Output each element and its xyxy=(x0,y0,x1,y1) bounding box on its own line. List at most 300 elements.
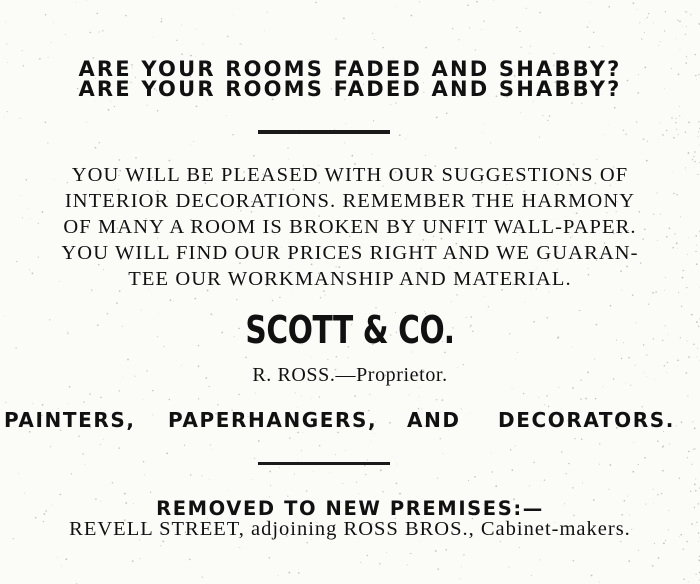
speckle-dot xyxy=(571,102,573,104)
speckle-dot xyxy=(553,53,554,54)
speckle-dot xyxy=(632,294,634,296)
divider-bottom xyxy=(258,462,390,465)
speckle-dot xyxy=(643,344,644,345)
speckle-dot xyxy=(342,483,343,484)
speckle-dot xyxy=(295,392,296,393)
trades-line xyxy=(0,408,700,436)
speckle-dot xyxy=(97,13,99,15)
speckle-dot xyxy=(100,444,101,445)
speckle-dot xyxy=(410,553,411,554)
speckle-dot xyxy=(490,143,491,144)
speckle-dot xyxy=(160,545,161,546)
speckle-dot xyxy=(210,444,211,445)
speckle-dot xyxy=(669,444,670,445)
speckle-dot xyxy=(59,494,61,496)
speckle-dot xyxy=(699,327,700,328)
speckle-dot xyxy=(18,473,19,474)
speckle-dot xyxy=(680,337,681,338)
speckle-dot xyxy=(608,489,609,490)
speckle-dot xyxy=(693,449,694,450)
speckle-dot xyxy=(22,50,23,51)
speckle-dot xyxy=(544,404,545,405)
speckle-dot xyxy=(495,485,497,487)
speckle-dot xyxy=(396,483,398,485)
speckle-dot xyxy=(195,29,196,30)
speckle-dot xyxy=(657,494,658,495)
speckle-dot xyxy=(520,112,521,113)
speckle-dot xyxy=(609,124,610,125)
speckle-dot xyxy=(676,129,677,130)
speckle-dot xyxy=(628,357,630,359)
speckle-dot xyxy=(691,464,692,465)
speckle-dot xyxy=(442,399,444,401)
speckle-dot xyxy=(696,356,697,357)
speckle-dot xyxy=(648,13,649,14)
speckle-dot xyxy=(144,475,145,476)
speckle-dot xyxy=(695,478,696,479)
speckle-dot xyxy=(407,564,408,565)
speckle-dot xyxy=(524,302,525,303)
speckle-dot xyxy=(397,464,398,465)
speckle-dot xyxy=(620,541,621,542)
speckle-dot xyxy=(150,492,151,493)
speckle-dot xyxy=(696,321,698,323)
speckle-dot xyxy=(132,560,134,562)
speckle-dot xyxy=(19,118,20,119)
speckle-dot xyxy=(325,295,326,296)
speckle-dot xyxy=(372,33,373,34)
speckle-dot xyxy=(50,446,51,447)
speckle-dot xyxy=(662,446,664,448)
speckle-dot xyxy=(315,2,317,4)
speckle-dot xyxy=(646,19,647,20)
speckle-dot xyxy=(678,134,679,135)
speckle-dot xyxy=(653,489,654,490)
speckle-dot xyxy=(683,578,685,580)
speckle-dot xyxy=(42,404,44,406)
speckle-dot xyxy=(666,130,667,131)
speckle-dot xyxy=(542,115,543,116)
speckle-dot xyxy=(693,344,695,346)
speckle-dot xyxy=(272,300,273,301)
speckle-dot xyxy=(561,451,562,452)
speckle-dot xyxy=(636,323,637,324)
speckle-dot xyxy=(374,39,375,40)
speckle-dot xyxy=(641,38,642,39)
speckle-dot xyxy=(544,479,545,480)
speckle-dot xyxy=(523,393,525,395)
speckle-dot xyxy=(452,28,453,29)
speckle-dot xyxy=(662,134,664,136)
speckle-dot xyxy=(599,464,600,465)
speckle-dot xyxy=(170,299,172,301)
speckle-dot xyxy=(533,462,534,463)
speckle-dot xyxy=(596,159,597,160)
speckle-dot xyxy=(181,53,183,55)
speckle-dot xyxy=(367,459,368,460)
speckle-dot xyxy=(667,362,668,363)
speckle-dot xyxy=(140,558,141,559)
speckle-dot xyxy=(209,479,210,480)
speckle-dot xyxy=(82,453,84,455)
speckle-dot xyxy=(252,479,253,480)
speckle-dot xyxy=(289,437,290,438)
speckle-dot xyxy=(411,15,413,17)
speckle-dot xyxy=(609,464,611,466)
speckle-dot xyxy=(688,581,689,582)
speckle-dot xyxy=(644,457,646,459)
speckle-dot xyxy=(623,130,624,131)
speckle-dot xyxy=(5,22,6,23)
speckle-dot xyxy=(658,557,660,559)
address-line: REVELL STREET, adjoining ROSS BROS., Cabinet-makers. xyxy=(69,518,631,540)
speckle-dot xyxy=(327,359,328,360)
speckle-dot xyxy=(632,471,634,473)
speckle-dot xyxy=(591,575,593,577)
speckle-dot xyxy=(49,319,50,320)
speckle-dot xyxy=(573,560,574,561)
speckle-dot xyxy=(112,482,113,483)
speckle-dot xyxy=(663,445,664,446)
speckle-dot xyxy=(603,134,604,135)
speckle-dot xyxy=(319,445,320,446)
speckle-dot xyxy=(399,493,401,495)
speckle-dot xyxy=(648,304,649,305)
speckle-dot xyxy=(32,403,33,404)
speckle-dot xyxy=(515,446,516,447)
speckle-dot xyxy=(269,557,271,559)
speckle-dot xyxy=(679,477,680,478)
speckle-dot xyxy=(382,491,383,492)
speckle-dot xyxy=(587,26,589,28)
speckle-dot xyxy=(170,160,171,161)
body-line-1: YOU WILL BE PLEASED WITH OUR SUGGESTIONS OF xyxy=(71,164,629,186)
speckle-dot xyxy=(100,397,102,399)
speckle-dot xyxy=(335,38,336,39)
speckle-dot xyxy=(581,438,583,440)
speckle-dot xyxy=(399,134,401,136)
speckle-dot xyxy=(313,471,314,472)
speckle-dot xyxy=(568,463,569,464)
speckle-dot xyxy=(288,159,289,160)
speckle-dot xyxy=(589,22,590,23)
speckle-dot xyxy=(153,37,154,38)
speckle-dot xyxy=(515,358,516,359)
speckle-dot xyxy=(661,493,662,494)
speckle-dot xyxy=(456,294,457,295)
speckle-dot xyxy=(698,121,699,122)
speckle-dot xyxy=(56,557,57,558)
trade-paperhangers: PAPERHANGERS, xyxy=(168,408,378,432)
speckle-dot xyxy=(693,156,694,157)
speckle-dot xyxy=(549,115,550,116)
speckle-dot xyxy=(529,485,530,486)
speckle-dot xyxy=(664,30,665,31)
speckle-dot xyxy=(581,103,582,104)
speckle-dot xyxy=(240,43,241,44)
speckle-dot xyxy=(245,357,247,359)
speckle-dot xyxy=(157,110,158,111)
speckle-dot xyxy=(367,555,368,556)
speckle-dot xyxy=(694,151,695,152)
divider-top xyxy=(258,130,390,134)
speckle-dot xyxy=(67,403,68,404)
speckle-dot xyxy=(530,46,531,47)
speckle-dot xyxy=(691,314,693,316)
speckle-dot xyxy=(676,38,677,39)
speckle-dot xyxy=(461,567,462,568)
speckle-dot xyxy=(653,22,654,23)
speckle-dot xyxy=(356,482,357,483)
speckle-dot xyxy=(446,113,448,115)
speckle-dot xyxy=(319,396,320,397)
speckle-dot xyxy=(409,394,410,395)
speckle-dot xyxy=(395,6,396,7)
speckle-dot xyxy=(217,404,218,405)
speckle-dot xyxy=(7,111,8,112)
speckle-dot xyxy=(654,543,655,544)
speckle-dot xyxy=(61,566,62,567)
speckle-dot xyxy=(695,448,696,449)
speckle-dot xyxy=(533,101,534,102)
speckle-dot xyxy=(435,550,437,552)
speckle-dot xyxy=(681,306,682,307)
speckle-dot xyxy=(198,398,199,399)
speckle-dot xyxy=(694,484,696,486)
speckle-dot xyxy=(688,451,690,453)
speckle-dot xyxy=(686,56,687,57)
speckle-dot xyxy=(405,138,406,139)
speckle-dot xyxy=(599,443,600,444)
speckle-dot xyxy=(652,292,654,294)
speckle-dot xyxy=(301,450,302,451)
speckle-dot xyxy=(595,398,597,400)
speckle-dot xyxy=(643,138,645,140)
speckle-dot xyxy=(511,469,513,471)
speckle-dot xyxy=(330,472,331,473)
speckle-dot xyxy=(345,123,346,124)
speckle-dot xyxy=(45,122,47,124)
speckle-dot xyxy=(539,397,540,398)
speckle-dot xyxy=(125,15,127,17)
speckle-dot xyxy=(4,117,5,118)
speckle-dot xyxy=(636,121,637,122)
speckle-dot xyxy=(176,40,177,41)
speckle-dot xyxy=(695,490,697,492)
speckle-dot xyxy=(267,12,268,13)
speckle-dot xyxy=(226,115,227,116)
speckle-dot xyxy=(673,137,675,139)
speckle-dot xyxy=(189,559,191,561)
speckle-dot xyxy=(103,439,104,440)
speckle-dot xyxy=(677,359,679,361)
speckle-dot xyxy=(493,0,494,1)
speckle-dot xyxy=(201,475,202,476)
speckle-dot xyxy=(665,325,666,326)
speckle-dot xyxy=(698,131,699,132)
firm-name: SCOTT & CO. xyxy=(245,308,455,352)
speckle-dot xyxy=(166,453,168,455)
speckle-dot xyxy=(135,157,136,158)
speckle-dot xyxy=(621,358,622,359)
speckle-dot xyxy=(665,11,666,12)
speckle-dot xyxy=(484,296,485,297)
speckle-dot xyxy=(639,22,640,23)
speckle-dot xyxy=(455,147,457,149)
speckle-dot xyxy=(202,576,203,577)
speckle-dot xyxy=(687,396,688,397)
speckle-dot xyxy=(24,493,25,494)
trade-and: AND xyxy=(407,408,461,432)
speckle-dot xyxy=(589,47,591,49)
speckle-dot xyxy=(546,395,547,396)
speckle-dot xyxy=(118,390,119,391)
speckle-dot xyxy=(697,136,698,137)
speckle-dot xyxy=(476,1,478,3)
speckle-dot xyxy=(679,115,680,116)
speckle-dot xyxy=(436,399,437,400)
speckle-dot xyxy=(685,132,686,133)
speckle-dot xyxy=(239,547,240,548)
speckle-dot xyxy=(364,465,365,466)
speckle-dot xyxy=(382,47,384,49)
speckle-dot xyxy=(647,141,648,142)
speckle-dot xyxy=(633,2,635,4)
speckle-dot xyxy=(688,152,690,154)
speckle-dot xyxy=(443,453,444,454)
speckle-dot xyxy=(335,454,336,455)
body-line-4: YOU WILL FIND OUR PRICES RIGHT AND WE GUARAN- xyxy=(61,242,639,264)
speckle-dot xyxy=(459,578,460,579)
speckle-dot xyxy=(677,19,678,20)
speckle-dot xyxy=(548,406,549,407)
speckle-dot xyxy=(500,541,501,542)
body-line-5: TEE OUR WORKMANSHIP AND MATERIAL. xyxy=(128,268,572,290)
speckle-dot xyxy=(124,493,126,495)
speckle-dot xyxy=(196,105,198,107)
speckle-dot xyxy=(517,352,518,353)
speckle-dot xyxy=(213,449,214,450)
notice-heading: REMOVED TO NEW PREMISES:— xyxy=(156,497,544,520)
speckle-dot xyxy=(646,354,647,355)
speckle-dot xyxy=(306,490,307,491)
speckle-dot xyxy=(481,29,482,30)
speckle-dot xyxy=(83,401,84,402)
speckle-dot xyxy=(344,142,345,143)
speckle-dot xyxy=(288,572,290,574)
speckle-dot xyxy=(539,559,540,560)
speckle-dot xyxy=(679,106,680,107)
speckle-dot xyxy=(458,39,459,40)
speckle-dot xyxy=(690,491,691,492)
speckle-dot xyxy=(610,305,612,307)
speckle-dot xyxy=(662,470,664,472)
speckle-dot xyxy=(118,447,119,448)
speckle-dot xyxy=(360,562,361,563)
headline-line-2: ARE YOUR ROOMS FADED AND SHABBY? xyxy=(78,77,622,101)
speckle-dot xyxy=(242,44,243,45)
speckle-dot xyxy=(369,394,370,395)
speckle-dot xyxy=(436,117,438,119)
speckle-dot xyxy=(491,453,492,454)
speckle-dot xyxy=(437,568,439,570)
speckle-dot xyxy=(508,566,509,567)
speckle-dot xyxy=(608,6,610,8)
speckle-dot xyxy=(529,53,530,54)
speckle-dot xyxy=(127,359,129,361)
speckle-dot xyxy=(445,549,447,551)
speckle-dot xyxy=(67,333,68,334)
speckle-dot xyxy=(690,14,691,15)
speckle-dot xyxy=(519,547,520,548)
speckle-dot xyxy=(108,109,110,111)
speckle-dot xyxy=(683,549,684,550)
speckle-dot xyxy=(680,49,681,50)
speckle-dot xyxy=(71,473,72,474)
speckle-dot xyxy=(45,14,47,16)
speckle-dot xyxy=(697,348,698,349)
speckle-dot xyxy=(483,21,484,22)
speckle-dot xyxy=(47,143,48,144)
speckle-dot xyxy=(193,141,194,142)
speckle-dot xyxy=(675,118,676,119)
speckle-dot xyxy=(95,147,97,149)
speckle-dot xyxy=(657,440,659,442)
speckle-dot xyxy=(203,43,204,44)
speckle-dot xyxy=(625,134,626,135)
speckle-dot xyxy=(658,139,659,140)
speckle-dot xyxy=(484,124,485,125)
speckle-dot xyxy=(294,473,295,474)
speckle-dot xyxy=(99,31,100,32)
speckle-dot xyxy=(194,298,196,300)
speckle-dot xyxy=(633,442,634,443)
speckle-dot xyxy=(269,471,271,473)
speckle-dot xyxy=(143,461,144,462)
speckle-dot xyxy=(102,30,103,31)
speckle-dot xyxy=(143,399,144,400)
speckle-dot xyxy=(67,331,68,332)
speckle-dot xyxy=(688,122,690,124)
speckle-dot xyxy=(662,340,663,341)
speckle-dot xyxy=(191,145,192,146)
speckle-dot xyxy=(114,106,115,107)
speckle-dot xyxy=(169,399,170,400)
speckle-dot xyxy=(76,2,77,3)
speckle-dot xyxy=(311,398,312,399)
speckle-dot xyxy=(65,558,67,560)
speckle-dot xyxy=(227,36,228,37)
speckle-dot xyxy=(621,358,622,359)
speckle-dot xyxy=(647,17,648,18)
speckle-dot xyxy=(539,137,540,138)
speckle-dot xyxy=(228,490,229,491)
speckle-dot xyxy=(688,356,690,358)
speckle-dot xyxy=(419,387,420,388)
speckle-dot xyxy=(190,474,192,476)
speckle-dot xyxy=(638,550,639,551)
speckle-dot xyxy=(585,398,587,400)
speckle-dot xyxy=(347,357,348,358)
speckle-dot xyxy=(85,464,86,465)
speckle-dot xyxy=(463,554,464,555)
speckle-dot xyxy=(99,142,100,143)
speckle-dot xyxy=(695,54,696,55)
speckle-dot xyxy=(232,134,233,135)
speckle-dot xyxy=(173,301,174,302)
speckle-dot xyxy=(582,482,583,483)
speckle-dot xyxy=(549,123,550,124)
